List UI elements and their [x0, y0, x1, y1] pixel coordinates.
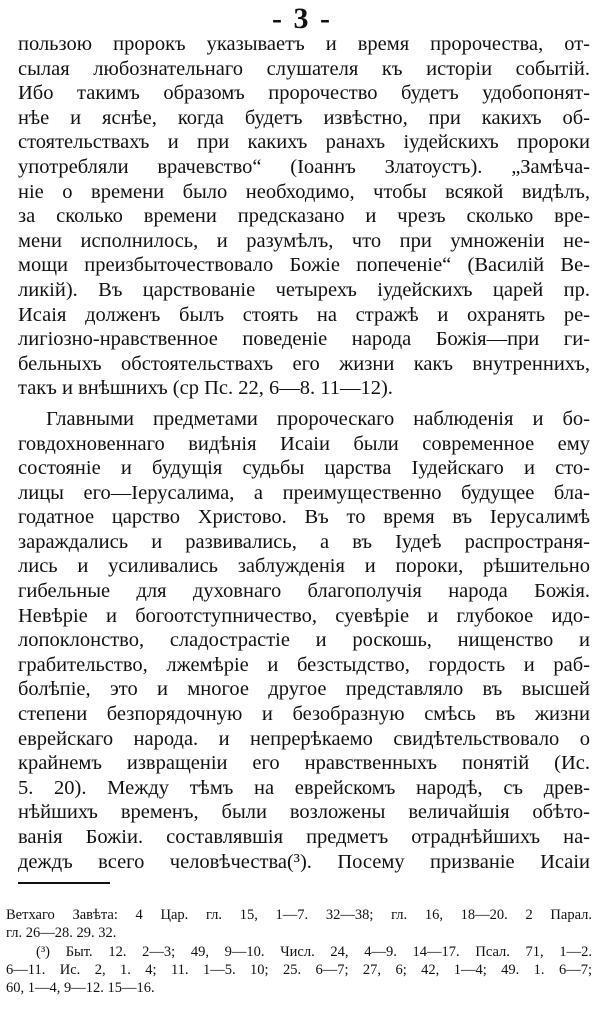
text-line: болѣпіе, это и многое другое представляло въ высшей — [18, 678, 590, 701]
text-line: лопоклонство, сладострастіе и роскошь, нищенство и — [18, 629, 590, 652]
text-line: употребляли врачевство“ (Іоаннъ Златоустъ). „Замѣча- — [18, 155, 590, 178]
text-line: бельныхъ обстоятельствахъ его жизни какъ внутреннихъ, — [18, 352, 590, 375]
text-line: 5. 20). Между тѣмъ на еврейскомъ народѣ, съ древ- — [18, 776, 590, 799]
footnote-divider — [18, 882, 110, 884]
text-line: гибельные для духовнаго благополучія народа Божія. — [18, 580, 590, 603]
text-line: ванія Божіи. составлявшія предметъ отраднѣйшихъ на- — [18, 826, 590, 848]
text-line: Невѣріе и богоотступничество, суевѣріе и глубокое идо- — [18, 604, 590, 627]
text-line: ніе о времени было необходимо, чтобы всякой видѣлъ, — [18, 180, 590, 203]
text-line: такъ и внѣшнихъ (ср Пс. 22, 6—8. 11—12). — [18, 377, 393, 400]
text-line: за сколько времени предсказано и чрезъ сколько вре- — [18, 205, 590, 228]
text-line: нѣйшихъ временъ, были возложены величайшія обѣто- — [18, 801, 590, 824]
footnote-line: (³) Быт. 12. 2—3; 49, 9—10. Числ. 24, 4—9. 14—17. Псал. 71, 1—2. — [36, 943, 592, 960]
text-line: Ибо такимъ образомъ пророчество будетъ удобопонят- — [18, 82, 590, 105]
text-line: зараждались и развивались, а въ Іудеѣ распространя- — [18, 530, 590, 553]
text-line: грабительство, лжемѣріе и безстыдство, гордость и раб- — [18, 653, 590, 676]
text-line: нѣе и яснѣе, когда будетъ извѣстно, при какихъ об- — [18, 106, 590, 129]
text-line: лись и усиливались заблужденія и пороки, рѣшительно — [18, 555, 590, 578]
footnote-line: 60, 1—4, 9—12. 15—16. — [6, 980, 155, 997]
footnote-line: Ветхаго Завѣта: 4 Цар. гл. 15, 1—7. 32—38; гл. 16, 18—20. 2 Парал. — [6, 907, 592, 923]
text-line: крайнемъ извращеніи его нравственныхъ понятій (Ис. — [18, 752, 590, 775]
text-line: Исаія долженъ былъ стоять на стражѣ и охранять ре- — [18, 303, 590, 326]
text-line: сылая любознательнаго слушателя къ исторіи событій. — [18, 57, 590, 80]
text-line: лигіозно-нравственное поведеніе народа Божія—при ги- — [18, 328, 590, 351]
footnote-line: гл. 26—28. 29. 32. — [6, 925, 117, 942]
text-line: говдохновеннаго видѣнія Исаіи были современное ему — [18, 432, 590, 455]
text-line: ликій). Въ царствованіе четырехъ іудейскихъ царей пр. — [18, 278, 590, 301]
footnote-line: 6—11. Ис. 2, 1. 4; 11. 1—5. 10; 25. 6—7; 27, 6; 42, 1—4; 49. 1. 6—7; — [6, 961, 592, 978]
footnotes-block — [6, 906, 592, 997]
text-line: деждъ всего человѣчества(³). Посему призваніе Исаіи — [18, 850, 590, 873]
text-line: мощи преизбыточествовало Божіе попеченіе“ (Василій Ве- — [18, 254, 590, 277]
main-text-block — [18, 32, 590, 874]
text-line: еврейскаго народа. и непрерѣкаемо свидѣтельствовало о — [18, 727, 590, 750]
text-line: лицы его—Іерусалима, а преимущественно будущее бла- — [18, 481, 590, 504]
page-number: - 3 - — [272, 2, 332, 35]
text-line: Главными предметами пророческаго наблюденія и бо- — [46, 407, 590, 430]
text-line: годатное царство Христово. Въ то время въ Іерусалимѣ — [18, 506, 590, 529]
text-line: степени безпорядочную и безобразную смѣсь въ жизни — [18, 703, 590, 726]
text-line: состояніе и будущія судьбы царства Іудейскаго и сто- — [18, 457, 590, 480]
text-line: пользою пророкъ указываетъ и время пророчества, от- — [18, 33, 590, 55]
text-line: стоятельствахъ и при какихъ ранахъ іудейскихъ пророки — [18, 131, 590, 154]
text-line: мени исполнилось, и разумѣлъ, что при умноженіи не- — [18, 229, 590, 252]
